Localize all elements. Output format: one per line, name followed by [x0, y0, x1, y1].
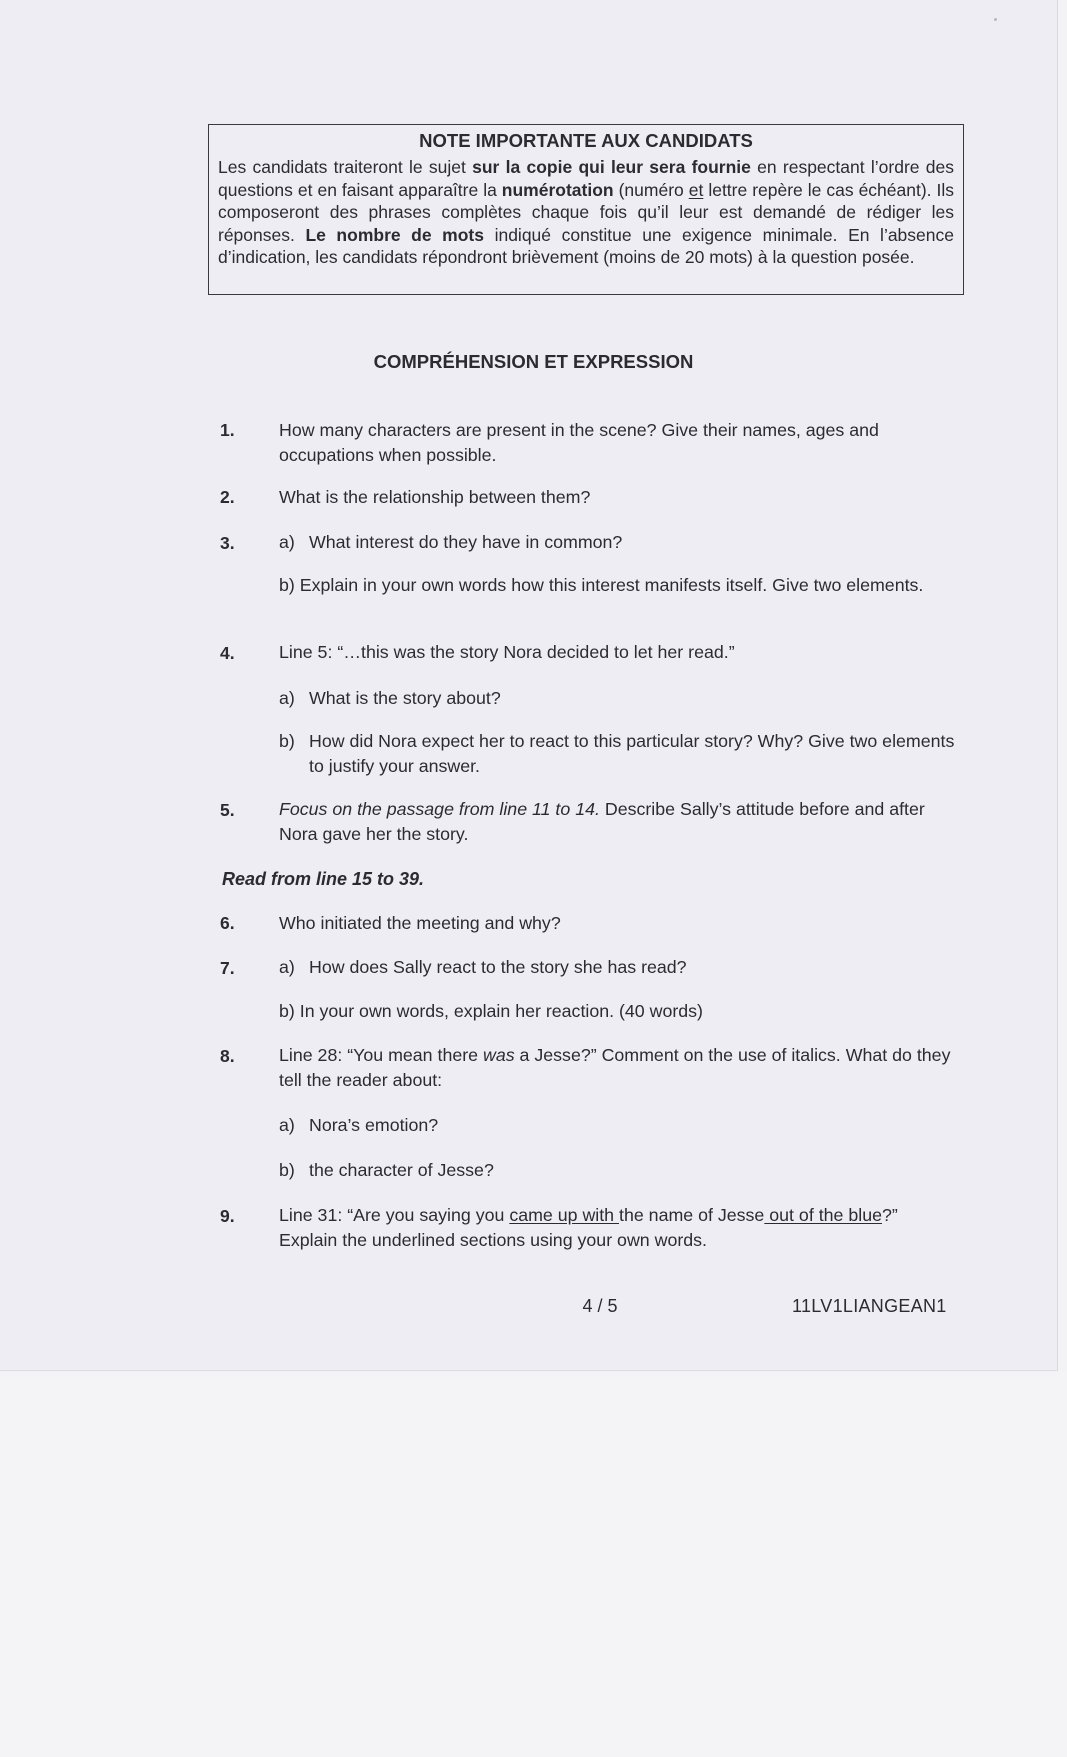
underlined-phrase: came up with [509, 1205, 620, 1225]
question-text-part: ?” Explain the underlined sections using your own words. [279, 1205, 898, 1250]
question-number: 7. [220, 958, 235, 978]
underlined-phrase: out of the blue [764, 1205, 882, 1225]
question-part-a [279, 686, 989, 711]
question-text [279, 1043, 959, 1093]
exam-code: 11LV1LIANGEAN1 [792, 1296, 947, 1316]
question-number: 6. [220, 913, 235, 933]
candidate-notice-box [208, 124, 964, 295]
read-instruction: Read from line 15 to 39. [222, 869, 425, 889]
question-text-part: Line 28: “You mean there [279, 1045, 483, 1065]
notice-title: NOTE IMPORTANTE AUX CANDIDATS [419, 130, 753, 151]
scan-background [0, 1372, 1067, 1757]
section-title: COMPRÉHENSION ET EXPRESSION [373, 351, 694, 372]
page-number: 4 / 5 [582, 1296, 618, 1316]
part-text: the character of Jesse? [309, 1160, 494, 1180]
part-marker: a) [279, 532, 295, 552]
question-part-a [279, 955, 989, 980]
question-number: 1. [220, 420, 235, 440]
question-text: How many characters are present in the scene? Give their names, ages and occupations when possible. [279, 420, 879, 465]
part-text: What interest do they have in common? [309, 532, 623, 552]
part-text: How did Nora expect her to react to this particular story? Why? Give two elements to justify your answer. [309, 731, 955, 776]
question-text [279, 797, 959, 847]
part-marker: b) [279, 1160, 295, 1180]
part-text: How does Sally react to the story she has read? [309, 957, 687, 977]
question-number: 3. [220, 533, 235, 553]
part-marker: b) [279, 575, 295, 595]
question-text [279, 1203, 959, 1253]
part-text: What is the story about? [309, 688, 501, 708]
question-part-b [279, 729, 959, 779]
notice-bold-copy: sur la copie qui leur sera fournie [472, 157, 751, 177]
part-marker: b) [279, 731, 295, 751]
notice-bold-numbering: numérotation [501, 179, 614, 200]
question-part-a [279, 1113, 989, 1138]
part-marker: a) [279, 688, 295, 708]
question-text-part: Describe Sally’s attitude before and after Nora gave her the story. [279, 799, 925, 844]
notice-text-part: indiqué constitue une exigence minimale. En l’absence d’indication, les candidats répondront brièvement (moins de 20 mots) à la question posée. [218, 224, 954, 268]
question-part-a [279, 530, 989, 555]
question-number: 2. [220, 487, 235, 507]
question-text-part: Line 31: “Are you saying you [279, 1205, 510, 1225]
question-part-b [279, 573, 959, 598]
part-text: Nora’s emotion? [309, 1115, 439, 1135]
notice-text-part: lettre repère le cas échéant). Ils composeront des phrases complètes chaque fois qu’il leur est demandé de rédiger les réponses. [218, 179, 955, 245]
question-italic-text: Focus on the passage from line 11 to 14. [279, 799, 600, 819]
question-number: 5. [220, 800, 235, 820]
question-text-part: the name of Jesse [619, 1205, 765, 1225]
question-text-part: a Jesse?” Comment on the use of italics. What do they tell the reader about: [279, 1045, 951, 1090]
question-text: Who initiated the meeting and why? [279, 913, 561, 933]
question-italic-word: was [482, 1045, 515, 1065]
question-part-b [279, 1158, 989, 1183]
notice-underlined-et: et [688, 179, 704, 200]
notice-text-part: Les candidats traiteront le sujet [218, 157, 473, 177]
question-text: What is the relationship between them? [279, 487, 591, 507]
notice-text-part: (numéro [613, 179, 689, 200]
question-part-b: b) In your own words, explain her reaction. (40 words) [279, 1001, 703, 1021]
question-number: 8. [220, 1046, 235, 1066]
part-marker: a) [279, 957, 295, 977]
notice-text [218, 156, 954, 269]
notice-text-part: en respectant l’ordre des questions et en faisant apparaître la [218, 157, 954, 200]
question-number: 9. [220, 1206, 235, 1226]
question-number: 4. [220, 643, 235, 663]
part-text: Explain in your own words how this interest manifests itself. Give two elements. [299, 575, 924, 595]
notice-bold-word-count: Le nombre de mots [305, 224, 484, 245]
scan-speck [994, 18, 997, 21]
part-marker: a) [279, 1115, 295, 1135]
question-text: Line 5: “…this was the story Nora decided to let her read.” [279, 642, 735, 662]
